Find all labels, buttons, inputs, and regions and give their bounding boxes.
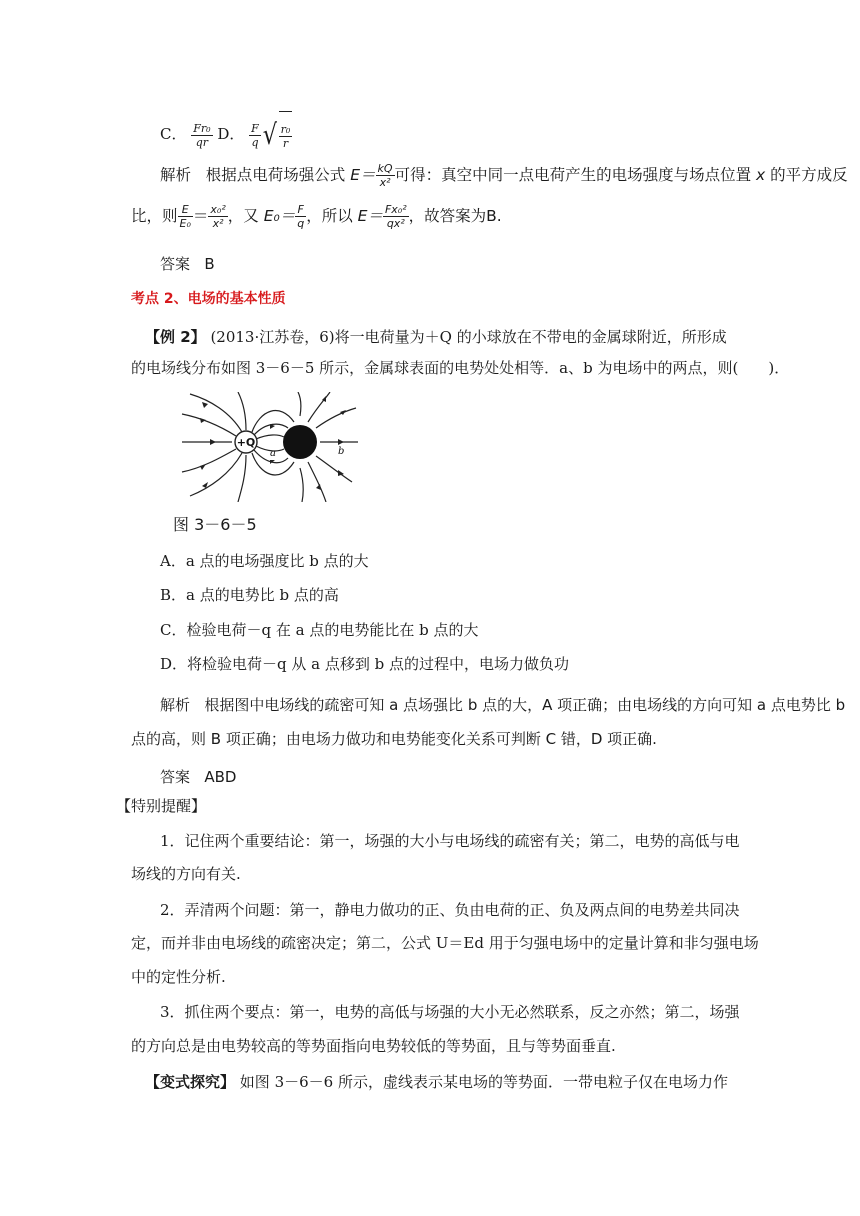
sqrt-icon: √ xyxy=(262,118,277,151)
tip-line: 2．弄清两个问题：第一，静电力做功的正、负由电荷的正、负及两点间的电势差共同决 xyxy=(160,901,740,919)
point-a-label: a xyxy=(270,448,276,459)
answer2: 答案 ABD xyxy=(160,768,237,786)
tip-line: 场线的方向有关. xyxy=(131,865,241,883)
option-d: D．将检验电荷－q 从 a 点移到 b 点的过程中，电场力做负功 xyxy=(160,655,570,673)
tip-line: 1．记住两个重要结论：第一，场强的大小与电场线的疏密有关；第二，电势的高低与电 xyxy=(160,832,740,850)
solution1-line2: 比，则 $\frac{E}{\text{E₀}}$ ＝ $\frac{\text{x₀²}}{\text{x²}}$ ，又 E₀＝ $\frac{F}{q}$ ，所以 E＝ $\frac{\text{Fx₀²}}{\text{qx²}}$ ，故答案为B. xyxy=(131,203,502,230)
figure-caption: 图 3－6－5 xyxy=(173,515,257,534)
option-c-fraction: $\frac{\text{Fr₀}}{qr}$ xyxy=(193,121,211,149)
option-d-label: D． xyxy=(217,125,245,143)
special-tip-title: 【特别提醒】 xyxy=(116,797,207,815)
option-b: B．a 点的电势比 b 点的高 xyxy=(160,586,339,604)
option-d-fraction: $\frac{F}{q}$ xyxy=(251,121,259,149)
tip-line: 的方向总是由电势较高的等势面指向电势较低的等势面，且与等势面垂直. xyxy=(131,1037,616,1055)
solution1-line1: 解析 根据点电荷场强公式 E＝ $\frac{kQ}{\text{x²}}$ 可得：真空中同一点电荷产生的电场强度与场点位置 x 的平方成反 xyxy=(160,162,848,189)
option-c: C．检验电荷－q 在 a 点的电势能比在 b 点的大 xyxy=(160,621,479,639)
example2-line2: 的电场线分布如图 3－6－5 所示，金属球表面的电势处处相等．a、b 为电场中的两点，则( )． xyxy=(131,359,790,377)
section-title: 考点 2、电场的基本性质 xyxy=(131,291,286,307)
solution2-line2: 点的高，则 B 项正确；由电场力做功和电势能变化关系可判断 C 错，D 项正确. xyxy=(131,730,657,748)
example-tag: 【例 2】 xyxy=(145,328,206,346)
solution2-line1: 解析 根据图中电场线的疏密可知 a 点场强比 b 点的大，A 项正确；由电场线的方向可知 a 点电势比 b xyxy=(160,696,846,714)
option-c-label: C． xyxy=(160,125,187,143)
option-d-sqrt-fraction: $\frac{\text{r₀}}{r}$ xyxy=(280,123,291,150)
electric-field-figure xyxy=(180,392,360,502)
tip-line: 3．抓住两个要点：第一，电势的高低与场强的大小无必然联系，反之亦然；第二，场强 xyxy=(160,1003,740,1021)
tip-line: 中的定性分析. xyxy=(131,968,226,986)
variant-tag: 【变式探究】 xyxy=(145,1073,236,1091)
solution1-label: 解析 xyxy=(160,166,192,184)
example2-line1: 【例 2】 (2013·江苏卷，6)将一电荷量为＋Q 的小球放在不带电的金属球附近，所形成 xyxy=(145,328,727,346)
option-a: A．a 点的电场强度比 b 点的大 xyxy=(160,552,369,570)
tip-line: 定，而并非由电场线的疏密决定；第二，公式 U＝Ed 用于匀强电场中的定量计算和非匀强电场 xyxy=(131,934,759,952)
point-b-label: b xyxy=(338,446,345,457)
options-c-d xyxy=(160,110,292,160)
charge-label: +Q xyxy=(236,436,256,449)
variant-line: 【变式探究】 如图 3－6－6 所示，虚线表示某电场的等势面．一带电粒子仅在电场力作 xyxy=(145,1073,728,1091)
answer1: 答案 B xyxy=(160,255,215,273)
